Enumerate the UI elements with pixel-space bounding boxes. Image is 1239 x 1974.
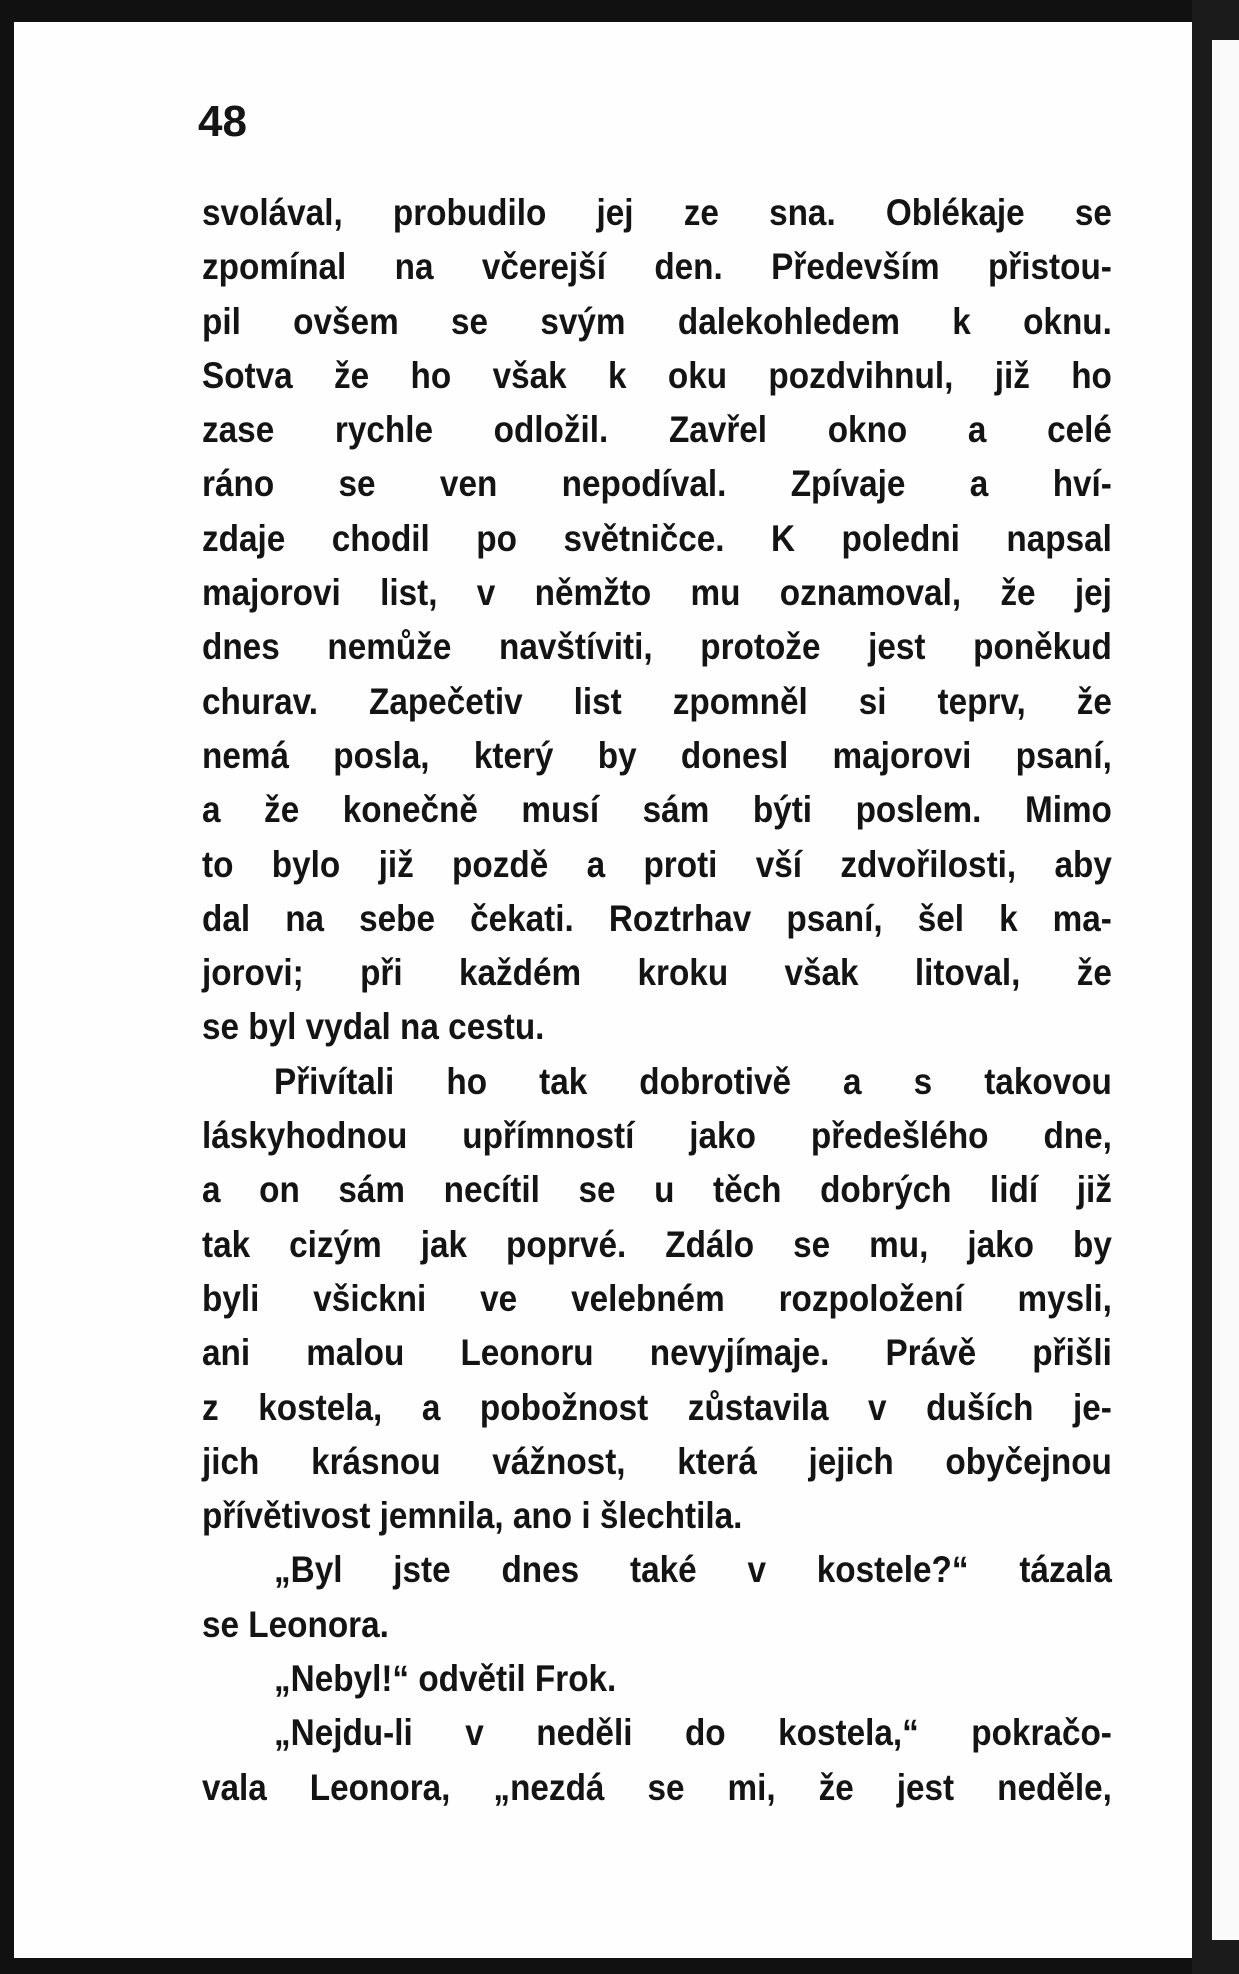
text-line: „Nejdu-li v neděli do kostela,“ pokračo- [274, 1712, 1112, 1754]
text-line: dnes nemůže navštíviti, protože jest poněkud [202, 626, 1112, 668]
text-line: ráno se ven nepodíval. Zpívaje a hví- [202, 463, 1112, 505]
text-line: vala Leonora, „nezdá se mi, že jest neděle, [202, 1766, 1112, 1808]
text-line: Sotva že ho však k oku pozdvihnul, již ho [202, 354, 1112, 396]
text-line: zdaje chodil po světničce. K poledni napsal [202, 517, 1112, 559]
text-line: zpomínal na včerejší den. Především přistou- [202, 246, 1112, 288]
text-line: ani malou Leonoru nevyjímaje. Právě přišli [202, 1332, 1112, 1374]
text-line: dal na sebe čekati. Roztrhav psaní, šel k ma- [202, 897, 1112, 939]
text-line: svolával, probudilo jej ze sna. Oblékaje se [202, 192, 1112, 233]
text-line: a on sám necítil se u těch dobrých lidí již [202, 1169, 1112, 1211]
text-line: jorovi; při každém kroku však litoval, že [202, 952, 1112, 994]
text-line: jich krásnou vážnost, která jejich obyčejnou [202, 1440, 1112, 1482]
text-line: to bylo již pozdě a proti vší zdvořilosti, aby [202, 843, 1112, 885]
text-line: nemá posla, který by donesl majorovi psaní, [202, 734, 1112, 776]
text-line: pil ovšem se svým dalekohledem k oknu. [202, 300, 1112, 342]
text-line: majorovi list, v němžto mu oznamoval, že jej [202, 572, 1112, 614]
text-line: churav. Zapečetiv list zpomněl si teprv, že [202, 680, 1112, 722]
text-line: Přivítali ho tak dobrotivě a s takovou [274, 1060, 1112, 1102]
page-number: 48 [198, 97, 247, 146]
text-line: a že konečně musí sám býti poslem. Mimo [202, 789, 1112, 831]
text-line: „Nebyl!“ odvětil Frok. [274, 1658, 617, 1700]
text-line: se Leonora. [202, 1603, 389, 1645]
text-line: tak cizým jak poprvé. Zdálo se mu, jako by [202, 1223, 1112, 1265]
text-line: byli všickni ve velebném rozpoložení mysli, [202, 1277, 1112, 1319]
text-line: se byl vydal na cestu. [202, 1006, 545, 1048]
adjacent-page-edge [1212, 40, 1239, 1940]
text-line: zase rychle odložil. Zavřel okno a celé [202, 409, 1112, 451]
text-line: láskyhodnou upřímností jako předešlého dne, [202, 1115, 1112, 1157]
text-line: přívětivost jemnila, ano i šlechtila. [202, 1495, 743, 1537]
text-line: „Byl jste dnes také v kostele?“ tázala [274, 1549, 1112, 1591]
text-line: z kostela, a pobožnost zůstavila v duších je- [202, 1386, 1112, 1428]
body-text [202, 186, 1112, 1815]
